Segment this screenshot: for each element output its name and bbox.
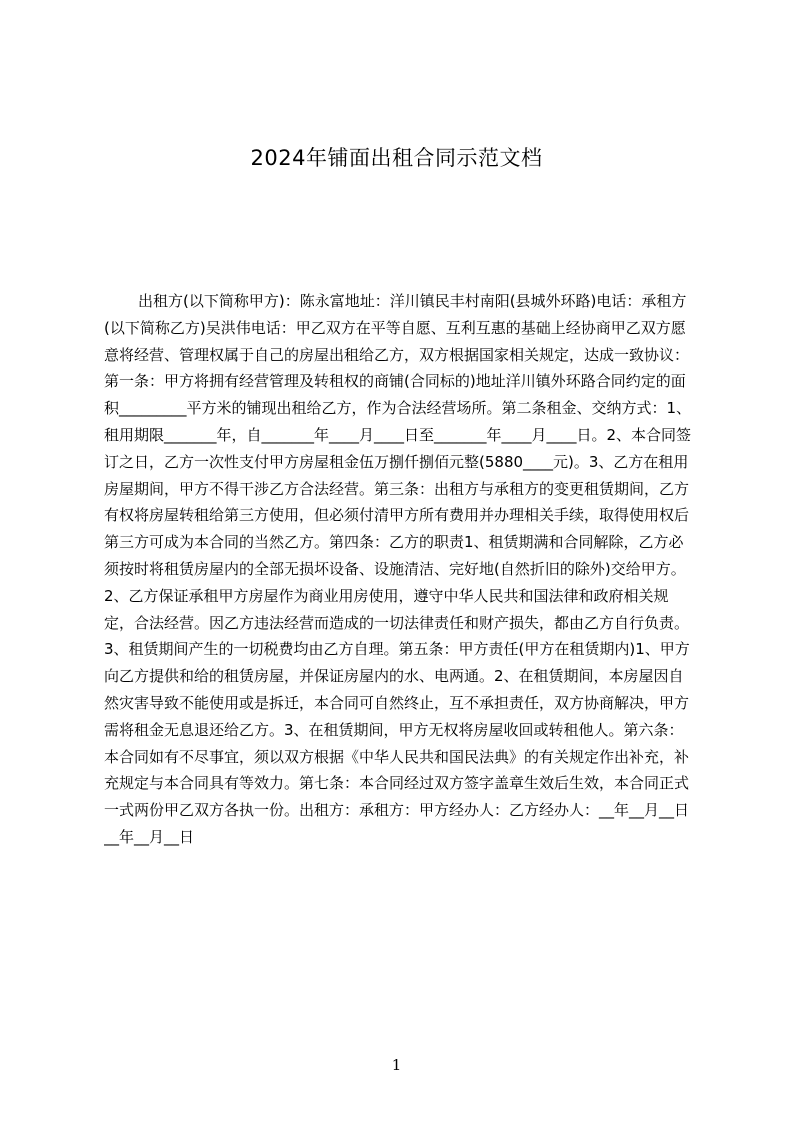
document-title: 2024年铺面出租合同示范文档 [250,146,543,170]
page-number: 1 [391,1056,402,1074]
contract-body-paragraph: 出租方(以下简称甲方)：陈永富地址：洋川镇民丰村南阳(县城外环路)电话：承租方(以下简称乙方)吴洪伟电话：甲乙双方在平等自愿、互利互惠的基础上经协商甲乙双方愿意将经营、管理权属于自己的房屋出租给乙方，双方根据国家相关规定，达成一致协议：第一条：甲方将拥有经营管理及转租权的商铺(合同标的)地址洋川镇外环路合同约定的面积_________平方米的铺现出租给乙方，作为合法经营场所。第二条租金、交纳方式：1、租用期限_______年，自_______年____月____日至_______年____月____日。2、本合同签订之日，乙方一次性支付甲方房屋租金伍万捌仟捌佰元整(5880____元)。3、乙方在租用房屋期间，甲方不得干涉乙方合法经营。第三条：出租方与承租方的变更租赁期间，乙方有权将房屋转租给第三方使用，但必须付清甲方所有费用并办理相关手续，取得使用权后第三方可成为本合同的当然乙方。第四条：乙方的职责1、租赁期满和合同解除，乙方必须按时将租赁房屋内的全部无损坏设备、设施清洁、完好地(自然折旧的除外)交给甲方。2、乙方保证承租甲方房屋作为商业用房使用，遵守中华人民共和国法律和政府相关规定，合法经营。因乙方违法经营而造成的一切法律责任和财产损失，都由乙方自行负责。3、租赁期间产生的一切税费均由乙方自理。第五条：甲方责任(甲方在租赁期内)1、甲方向乙方提供和给的租赁房屋，并保证房屋内的水、电两通。2、在租赁期间，本房屋因自然灾害导致不能使用或是拆迁，本合同可自然终止，互不承担责任，双方协商解决，甲方需将租金无息退还给乙方。3、在租赁期间，甲方无权将房屋收回或转租他人。第六条：本合同如有不尽事宜，须以双方根据《中华人民共和国民法典》的有关规定作出补充，补充规定与本合同具有等效力。第七条：本合同经过双方签字盖章生效后生效，本合同正式一式两份甲乙双方各执一份。出租方：承租方：甲方经办人：乙方经办人：__年__月__日__年__月__日 [104,292,692,846]
